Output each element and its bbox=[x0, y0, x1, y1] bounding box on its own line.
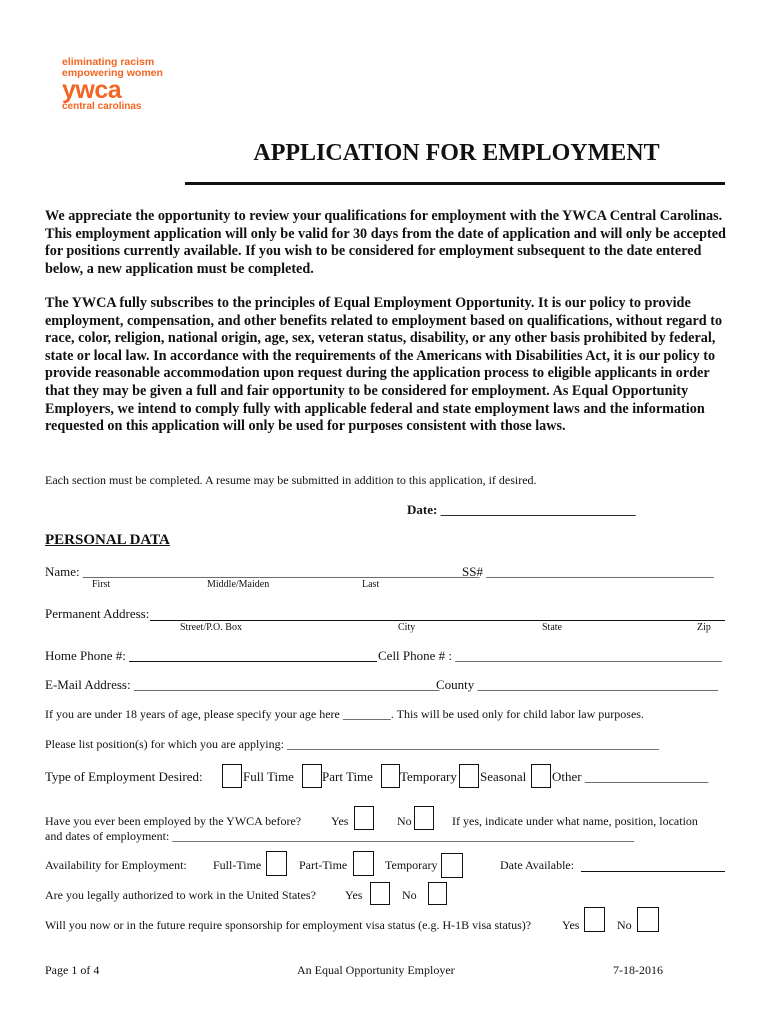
temporary-label: Temporary bbox=[400, 769, 457, 784]
availability-full-time-checkbox[interactable] bbox=[266, 851, 287, 876]
availability-full-time-label: Full-Time bbox=[213, 858, 262, 872]
logo-tagline-3: central carolinas bbox=[62, 101, 142, 112]
address-state-caption: State bbox=[542, 622, 562, 633]
availability-temporary-label: Temporary bbox=[385, 858, 438, 872]
employed-before-yes-label: Yes bbox=[331, 814, 349, 828]
sponsorship-yes-label: Yes bbox=[562, 918, 580, 932]
work-authorization-question: Are you legally authorized to work in the United States? bbox=[45, 888, 316, 902]
name-first-caption: First bbox=[92, 579, 111, 590]
logo-tagline-2: empowering women bbox=[62, 67, 163, 79]
intro-paragraph-3: Each section must be completed. A resume may be submitted in addition to this application, if desired. bbox=[45, 473, 537, 487]
page-number: Page 1 of 4 bbox=[45, 963, 100, 977]
footer-eoe: An Equal Opportunity Employer bbox=[297, 963, 455, 977]
other-field[interactable]: Other ___________________ bbox=[552, 769, 709, 784]
previous-employment-field[interactable]: and dates of employment: _____________________________________________________________________________ bbox=[45, 829, 635, 843]
date-available-field[interactable] bbox=[581, 871, 725, 872]
intro-paragraph-1: We appreciate the opportunity to review your qualifications for employment with the YWCA Central Carolinas. This employment application will only be valid for 30 days from the date of application and will only be accepted for positions currently available. If you wish to be considered for employment subsequent to the date entered below, a new application must be completed. bbox=[45, 208, 726, 277]
if-yes-instruction: If yes, indicate under what name, position, location bbox=[452, 814, 698, 828]
temporary-checkbox[interactable] bbox=[381, 764, 400, 788]
part-time-checkbox[interactable] bbox=[302, 764, 322, 788]
employed-before-yes-checkbox[interactable] bbox=[354, 806, 374, 830]
intro-paragraph-2: The YWCA fully subscribes to the principles of Equal Employment Opportunity. It is our policy to provide employment, compensation, and other benefits related to employment based on qualifications, without regard to race, color, religion, national origin, age, sex, veteran status, disability, or any other basis prohibited by federal, state or local law. In accordance with the requirements of the Americans with Disabilities Act, it is our policy to provide reasonable accommodation upon request during the application process to eligible applicants in order that they may be given a full and fair opportunity to be considered for employment. As Equal Opportunity Employers, we intend to comply fully with applicable federal and state employment laws and the information requested on this application will only be used for purposes consistent with those laws. bbox=[45, 295, 723, 435]
home-phone-label: Home Phone #: bbox=[45, 648, 126, 663]
home-phone-field[interactable] bbox=[129, 661, 377, 662]
full-time-checkbox[interactable] bbox=[222, 764, 242, 788]
footer-date: 7-18-2016 bbox=[613, 963, 663, 977]
page-title: APPLICATION FOR EMPLOYMENT bbox=[253, 140, 660, 166]
cell-phone-field[interactable]: Cell Phone # : _________________________________________ bbox=[378, 648, 722, 663]
seasonal-label: Seasonal bbox=[480, 769, 527, 784]
availability-part-time-label: Part-Time bbox=[299, 858, 348, 872]
employed-before-question: Have you ever been employed by the YWCA before? bbox=[45, 814, 302, 828]
availability-part-time-checkbox[interactable] bbox=[353, 851, 374, 876]
address-street-caption: Street/P.O. Box bbox=[180, 622, 242, 633]
sponsorship-question: Will you now or in the future require sponsorship for employment visa status (e.g. H-1B visa status)? bbox=[45, 918, 532, 932]
part-time-label: Part Time bbox=[322, 769, 373, 784]
date-available-label: Date Available: bbox=[500, 858, 575, 872]
name-middle-caption: Middle/Maiden bbox=[207, 579, 270, 590]
logo-brand: ywca bbox=[62, 76, 122, 104]
section-heading-personal-data: PERSONAL DATA bbox=[45, 532, 170, 548]
seasonal-checkbox[interactable] bbox=[459, 764, 479, 788]
availability-temporary-checkbox[interactable] bbox=[441, 853, 463, 878]
name-field[interactable]: Name: _____________________________________________________________ bbox=[45, 564, 480, 579]
title-divider bbox=[185, 182, 725, 185]
address-label: Permanent Address: bbox=[45, 606, 150, 621]
age-question[interactable]: If you are under 18 years of age, please specify your age here ________. This will be used only for child labor law purposes. bbox=[45, 707, 644, 721]
county-field[interactable]: County _____________________________________ bbox=[436, 677, 719, 692]
positions-field[interactable]: Please list position(s) for which you are applying: ______________________________________________________________ bbox=[45, 737, 659, 751]
sponsorship-yes-checkbox[interactable] bbox=[584, 907, 605, 932]
employed-before-no-checkbox[interactable] bbox=[414, 806, 434, 830]
authorized-no-label: No bbox=[402, 888, 417, 902]
employment-type-label: Type of Employment Desired: bbox=[45, 769, 203, 784]
name-last-caption: Last bbox=[362, 579, 380, 590]
date-field[interactable]: Date: ______________________________ bbox=[407, 502, 636, 517]
other-checkbox[interactable] bbox=[531, 764, 551, 788]
sponsorship-no-label: No bbox=[617, 918, 632, 932]
authorized-yes-checkbox[interactable] bbox=[370, 882, 390, 905]
full-time-label: Full Time bbox=[243, 769, 294, 784]
address-field[interactable] bbox=[150, 620, 725, 621]
address-city-caption: City bbox=[398, 622, 416, 633]
authorized-no-checkbox[interactable] bbox=[428, 882, 447, 905]
employed-before-no-label: No bbox=[397, 814, 412, 828]
ywca-logo bbox=[62, 57, 163, 112]
email-field[interactable]: E-Mail Address: _______________________________________________ bbox=[45, 677, 440, 692]
availability-label: Availability for Employment: bbox=[45, 858, 187, 872]
logo-tagline-1: eliminating racism bbox=[62, 56, 155, 68]
address-zip-caption: Zip bbox=[697, 622, 711, 633]
ssn-field[interactable]: SS# ___________________________________ bbox=[462, 564, 714, 579]
authorized-yes-label: Yes bbox=[345, 888, 363, 902]
sponsorship-no-checkbox[interactable] bbox=[637, 907, 659, 932]
